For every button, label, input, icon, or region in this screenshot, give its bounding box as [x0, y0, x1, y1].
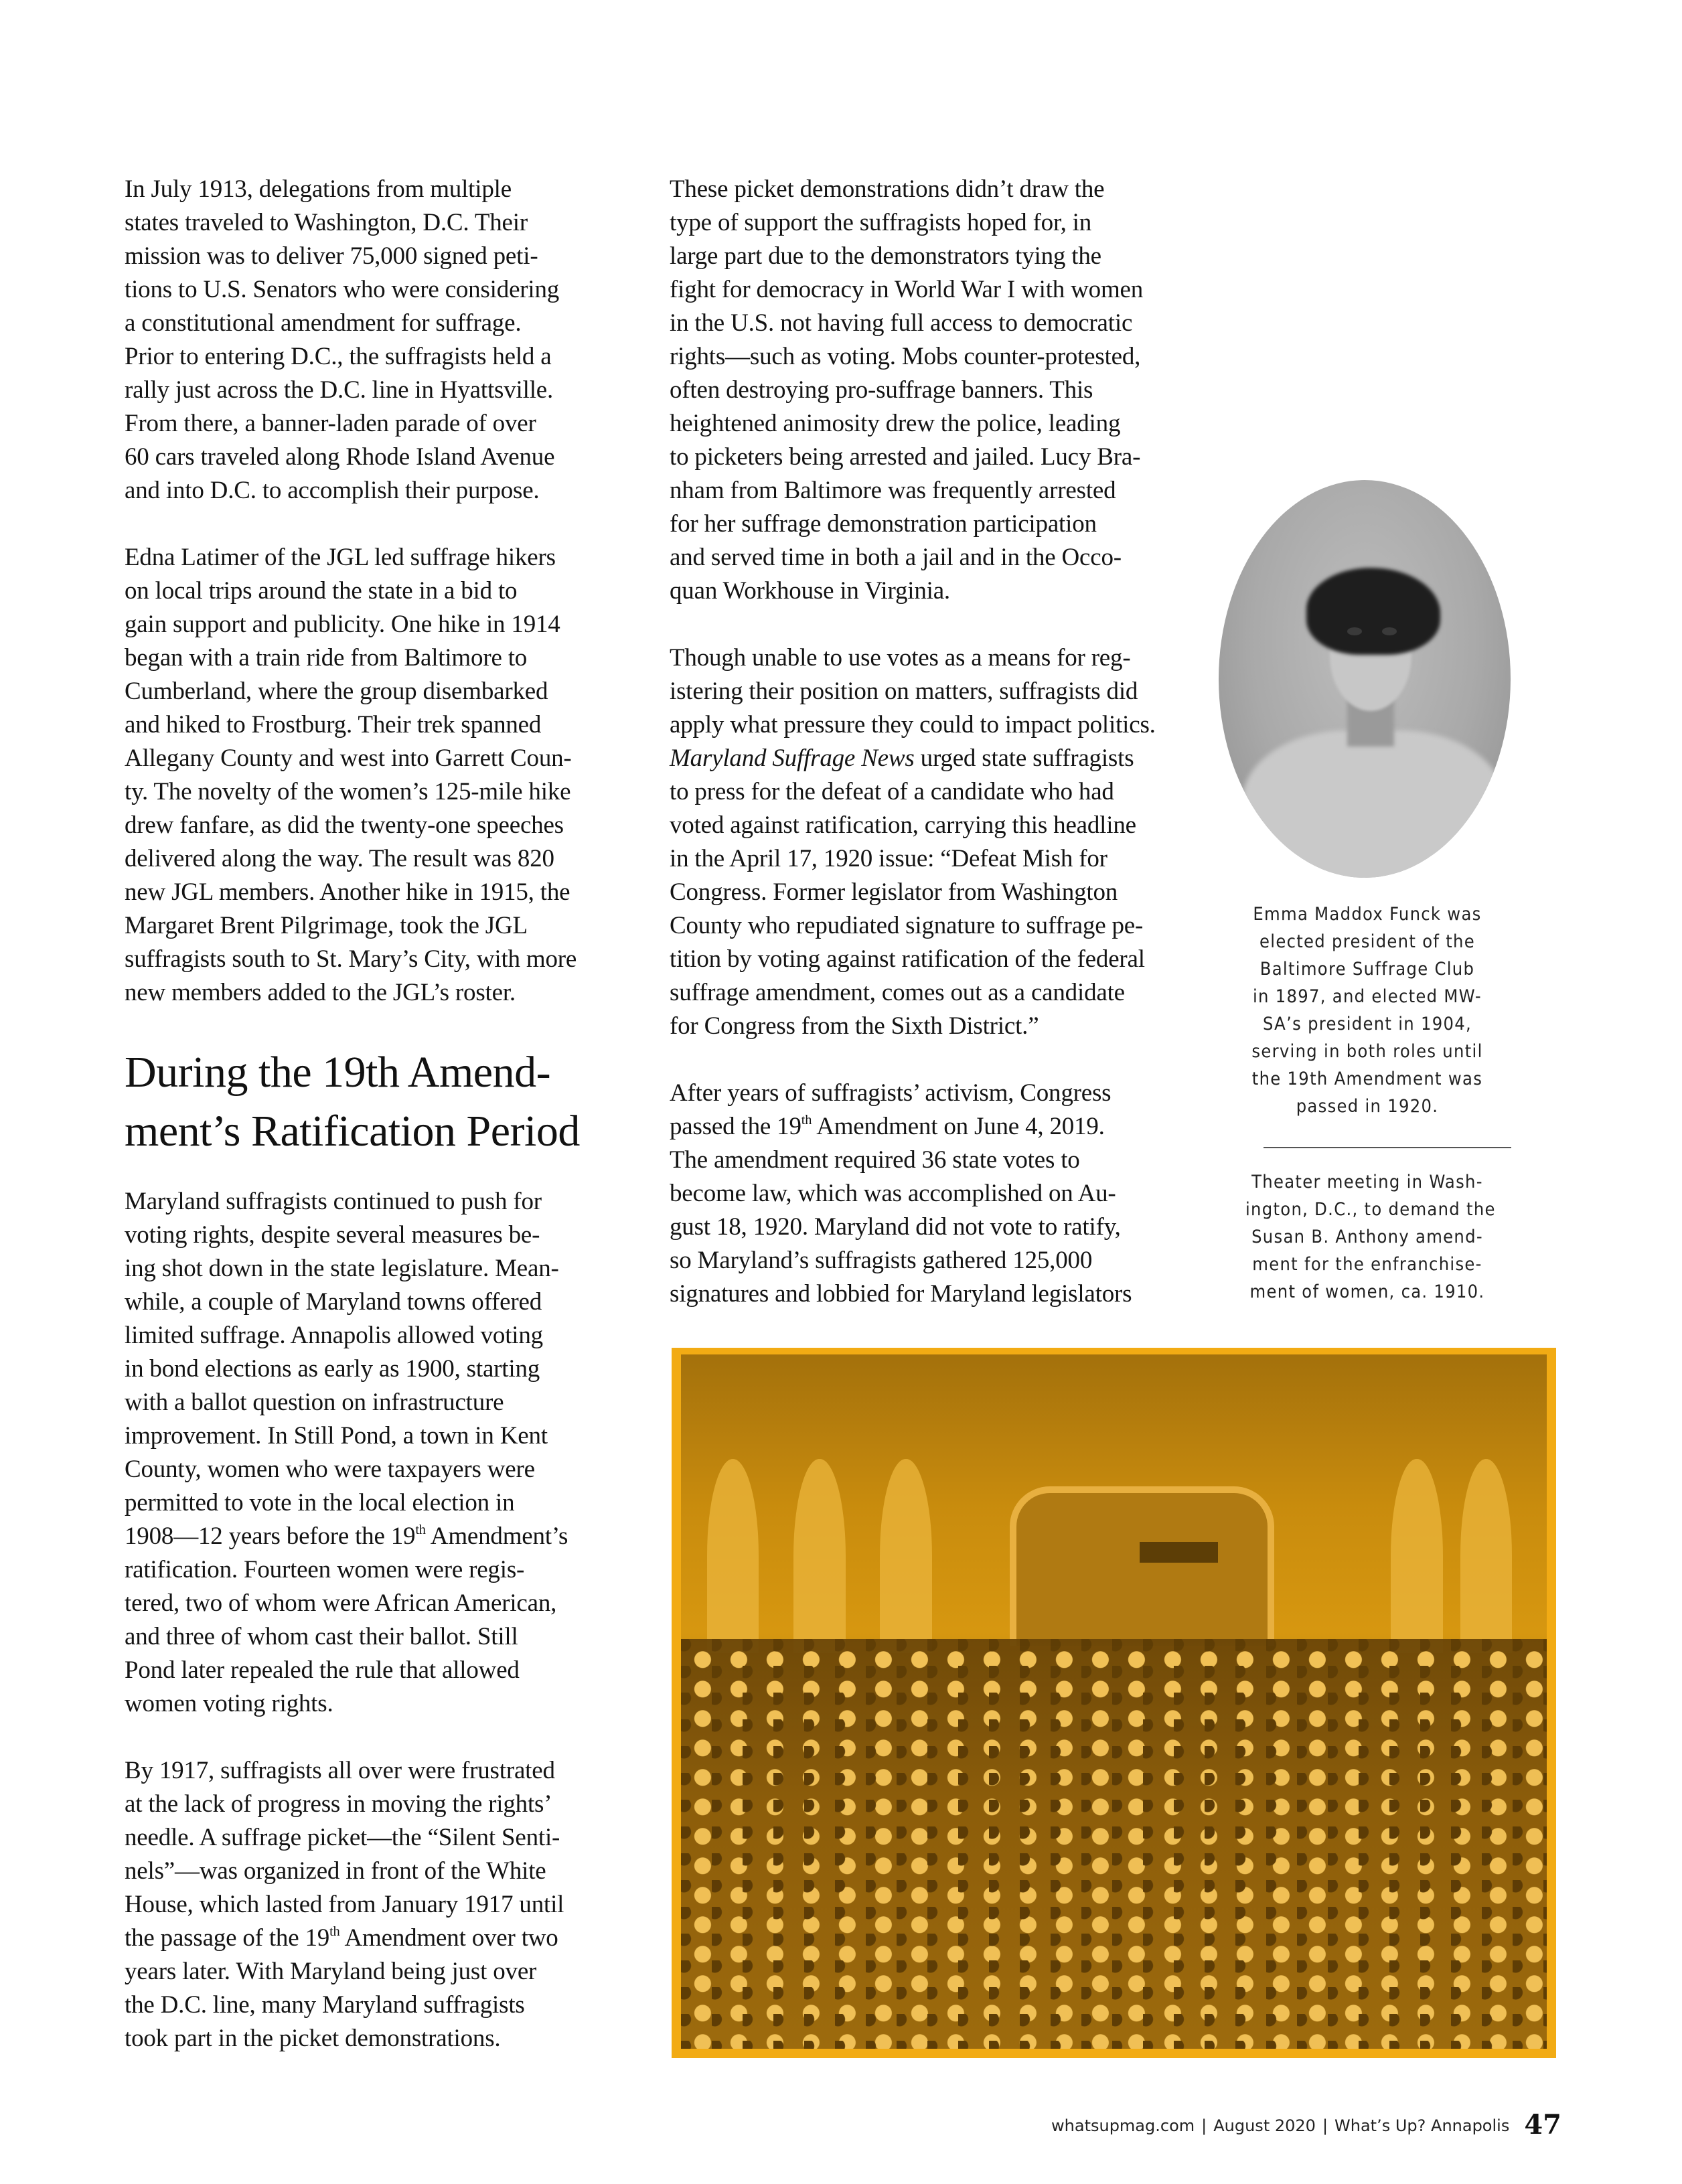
photo-caption: Theater meeting in Wash- ington, D.C., to demand the Susan B. Anthony amend- ment for the enfranchise- ment of women, ca. 1910. — [1245, 1172, 1496, 1302]
paragraph-picket-demonstrations: These picket demonstrations didn’t draw the type of support the suffragists hoped for, in large part due to the demonstrators tying the fight for democracy in World War I with women in the U.S. not having full access to democratic rights—such as voting. Mobs counter-protested, often destroying pro-suffrage banners. This heightened animosity drew the police, leading to picketers being arrested and jailed. Lucy Bra- nham from Baltimore was frequently arrested for her suffrage demonstration participation and served time in both a jail and in the Occo- quan Workhouse in Virginia. — [670, 175, 1144, 605]
paragraph-limited-suffrage: Maryland suffragists continued to push for voting rights, despite several measures be- ing shot down in the state legislature. Mean- while, a couple of Maryland towns offered limited suffrage. Annapolis allowed voting in bond elections as early as 1900, starting with a ballot question on infrastructure improvement. In Still Pond, a town in Kent County, women who were taxpayers were permitted to vote in the local election in 1908—12 years before the 19th Amendment’s ratification. Fourteen women were regis- tered, two of whom were African American, and three of whom cast their ballot. Still Pond later repealed the rule that allowed women voting rights. — [125, 1188, 568, 1717]
paragraph-congress-passed: After years of suffragists’ activism, Congress passed the 19th Amendment on June 4, 2019. The amendment required 36 state votes to become law, which was accomplished on Au- gust 18, 1920. Maryland did not vote to ratify, so Maryland’s suffragists gathered 125,000 signatures and lobbied for Maryland legislators — [670, 1079, 1132, 1308]
page-footer — [1045, 2109, 1561, 2140]
theater-meeting-photo — [672, 1348, 1556, 2058]
portrait-dress — [1242, 730, 1505, 878]
caption-divider — [1264, 1147, 1511, 1148]
article-column-middle — [670, 173, 1199, 1344]
footer-publication: What’s Up? Annapolis — [1334, 2116, 1510, 2135]
paragraph-political-pressure: Though unable to use votes as a means for reg- istering their position on matters, suffragists did apply what pressure they could to impact politics. Maryland Suffrage News urged state suffragists to press for the defeat of a candidate who had voted against ratification, carrying this headline in the April 17, 1920 issue: “Defeat Mish for Congress. Former legislator from Washington County who repudiated signature to suffrage pe- tition by voting against ratification of the federal suffrage amendment, comes out as a candidate for Congress from the Sixth District.” — [670, 644, 1156, 1040]
paragraph-suffrage-hikers: Edna Latimer of the JGL led suffrage hikers on local trips around the state in a bid to gain support and publicity. One hike in 1914 began with a train ride from Baltimore to Cumberland, where the group disembarked and hiked to Frostburg. Their trek spanned Allegany County and west into Garrett Coun- ty. The novelty of the women’s 125-mile hike drew fanfare, as did the twenty-one speeches delivered along the way. The result was 820 new JGL members. Another hike in 1915, the Margaret Brent Pilgrimage, took the JGL suffragists south to St. Mary’s City, with more new members added to the JGL’s roster. — [125, 544, 577, 1006]
photo-stage — [1010, 1486, 1274, 1646]
photo-audience-crowd — [681, 1639, 1547, 2049]
photo-stage-banner — [1140, 1542, 1217, 1563]
portrait-eye — [1382, 627, 1397, 635]
photo-arch-window — [707, 1459, 759, 1653]
photo-arch-window — [793, 1459, 846, 1653]
footer-separator: | — [1322, 2116, 1328, 2135]
photo-scene — [681, 1354, 1547, 2049]
article-column-left — [125, 173, 654, 2089]
portrait-eye — [1347, 627, 1362, 635]
portrait-hair — [1306, 568, 1441, 655]
portrait-photo-emma-maddox-funck — [1219, 480, 1511, 878]
photo-arch-window — [1460, 1459, 1513, 1653]
portrait-caption: Emma Maddox Funck was elected president of the Baltimore Suffrage Club in 1897, and elected MW- SA’s president in 1904, serving in both roles until the 19th Amendment was passed in 1920. — [1251, 904, 1483, 1117]
footer-issue-date: August 2020 — [1213, 2116, 1316, 2135]
footer-website: whatsupmag.com — [1051, 2116, 1195, 2135]
photo-arch-window — [1391, 1459, 1443, 1653]
publication-title: Maryland Suffrage News — [670, 745, 915, 772]
paragraph-1913-delegations: In July 1913, delegations from multiple states traveled to Washington, D.C. Their mission was to deliver 75,000 signed peti- tions to U.S. Senators who were considering a constitutional amendment for suffrage. Prior to entering D.C., the suffragists held a rally just across the D.C. line in Hyattsville. From there, a banner-laden parade of over 60 cars traveled along Rhode Island Avenue and into D.C. to accomplish their purpose. — [125, 175, 560, 504]
footer-separator: | — [1201, 2116, 1207, 2135]
page-number: 47 — [1524, 2109, 1561, 2140]
photo-arch-window — [880, 1459, 932, 1653]
section-heading: During the 19th Amend- ment’s Ratification Period — [125, 1048, 580, 1156]
paragraph-silent-sentinels: By 1917, suffragists all over were frustrated at the lack of progress in moving the rights’ needle. A suffrage picket—the “Silent Senti- nels”—was organized in front of the White House, which lasted from January 1917 until the passage of the 19th Amendment over two years later. With Maryland being just over the D.C. line, many Maryland suffragists took part in the picket demonstrations. — [125, 1757, 564, 2052]
